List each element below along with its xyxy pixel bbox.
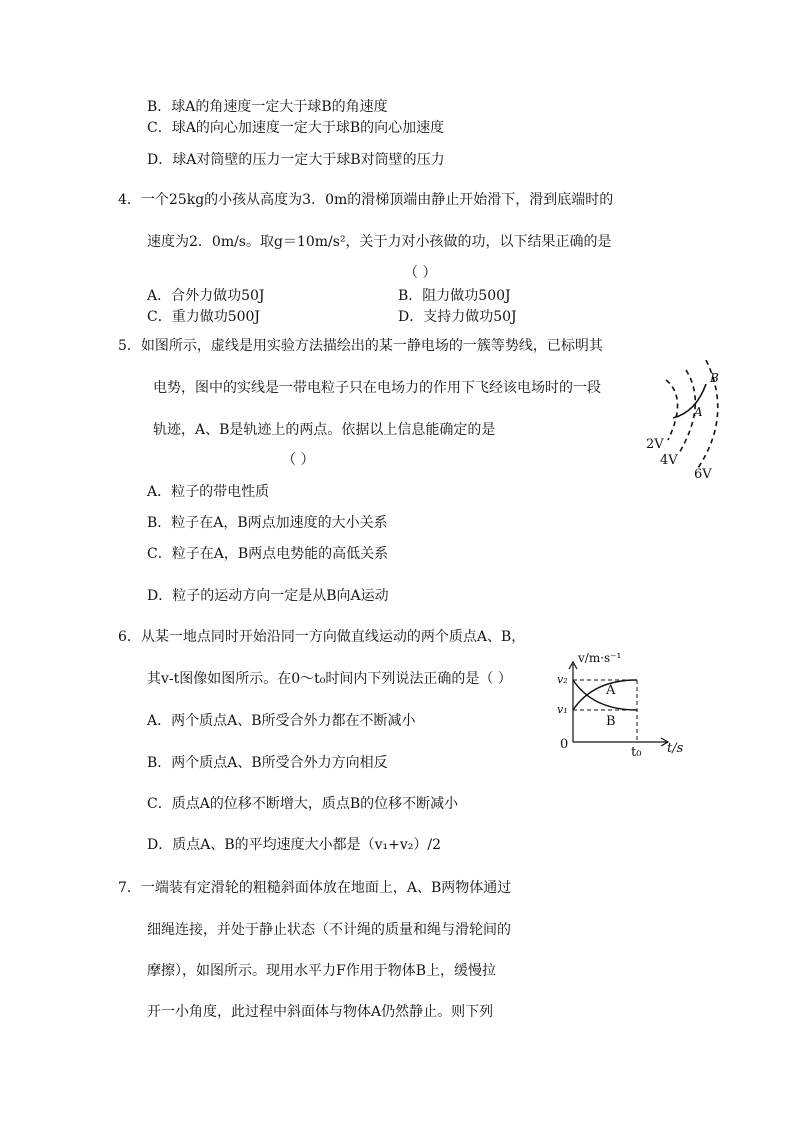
q4-option-b: B．阻力做功500J bbox=[398, 288, 511, 304]
curve-b-label: B bbox=[606, 714, 616, 729]
label-4v: 4V bbox=[660, 453, 678, 468]
origin-label: 0 bbox=[560, 737, 569, 752]
q3-option-b: B．球A的角速度一定大于球B的角速度 bbox=[147, 99, 388, 115]
q3-option-c: C．球A的向心加速度一定大于球B的向心加速度 bbox=[147, 120, 445, 136]
q7-stem-line4: 开一小角度，此过程中斜面体与物体A仍然静止。则下列 bbox=[147, 1004, 494, 1020]
q5-stem-line2: 电势，图中的实线是一带电粒子只在电场力的作用下飞经该电场时的一段 bbox=[153, 380, 601, 396]
t0-label: t₀ bbox=[631, 745, 642, 760]
q5-answer-paren: （ ） bbox=[282, 452, 315, 468]
q6-stem-line2: 其v-t图像如图所示。在0～t₀时间内下列说法正确的是（ ） bbox=[147, 671, 512, 687]
q5-option-a: A．粒子的带电性质 bbox=[147, 484, 270, 500]
q4-option-a: A．合外力做功50J bbox=[147, 288, 265, 304]
q4-option-c: C．重力做功500J bbox=[147, 309, 261, 325]
equipotential-line-2v bbox=[666, 380, 678, 440]
q5-option-b: B．粒子在A，B两点加速度的大小关系 bbox=[147, 515, 388, 531]
curve-a-label: A bbox=[606, 683, 616, 698]
q6-vt-graph bbox=[555, 652, 695, 762]
v2-label: v₂ bbox=[557, 673, 568, 686]
q3-option-d: D．球A对筒壁的压力一定大于球B对筒壁的压力 bbox=[147, 152, 445, 168]
label-point-a: A bbox=[694, 405, 703, 419]
q4-stem-line1: 4．一个25kg的小孩从高度为3．0m的滑梯顶端由静止开始滑下，滑到底端时的 bbox=[118, 192, 614, 208]
v1-label: v₁ bbox=[557, 703, 568, 716]
q6-option-b: B．两个质点A、B所受合外力方向相反 bbox=[147, 755, 388, 771]
q5-stem-line3: 轨迹，A、B是轨迹上的两点。依据以上信息能确定的是 bbox=[153, 422, 496, 438]
q4-option-d: D．支持力做功50J bbox=[398, 309, 517, 325]
q5-option-d: D．粒子的运动方向一定是从B向A运动 bbox=[147, 588, 389, 604]
q5-option-c: C．粒子在A，B两点电势能的高低关系 bbox=[147, 546, 389, 562]
q6-option-d: D．质点A、B的平均速度大小都是（v₁+v₂）/2 bbox=[147, 837, 442, 853]
q7-stem-line2: 细绳连接，并处于静止状态（不计绳的质量和绳与滑轮间的 bbox=[147, 922, 511, 938]
q6-stem-line1: 6．从某一地点同时开始沿同一方向做直线运动的两个质点A、B， bbox=[118, 629, 526, 645]
label-2v: 2V bbox=[646, 437, 664, 452]
q6-option-c: C．质点A的位移不断增大，质点B的位移不断减小 bbox=[147, 796, 459, 812]
q6-option-a: A．两个质点A、B所受合外力都在不断减小 bbox=[147, 713, 416, 729]
q7-stem-line1: 7．一端装有定滑轮的粗糙斜面体放在地面上，A、B两物体通过 bbox=[118, 880, 512, 896]
label-point-b: B bbox=[710, 371, 719, 385]
y-axis-label: v/m·s⁻¹ bbox=[578, 652, 622, 665]
q5-field-figure bbox=[638, 360, 748, 485]
q5-stem-line1: 5．如图所示，虚线是用实验方法描绘出的某一静电场的一簇等势线，已标明其 bbox=[118, 338, 603, 354]
label-6v: 6V bbox=[694, 467, 712, 482]
x-axis-label: t/s bbox=[667, 741, 684, 756]
q4-stem-line2: 速度为2．0m/s。取g＝10m/s²，关于力对小孩做的功，以下结果正确的是 bbox=[147, 234, 612, 250]
q7-stem-line3: 摩擦），如图所示。现用水平力F作用于物体B上，缓慢拉 bbox=[147, 963, 497, 979]
q4-answer-paren: （ ） bbox=[404, 265, 437, 281]
